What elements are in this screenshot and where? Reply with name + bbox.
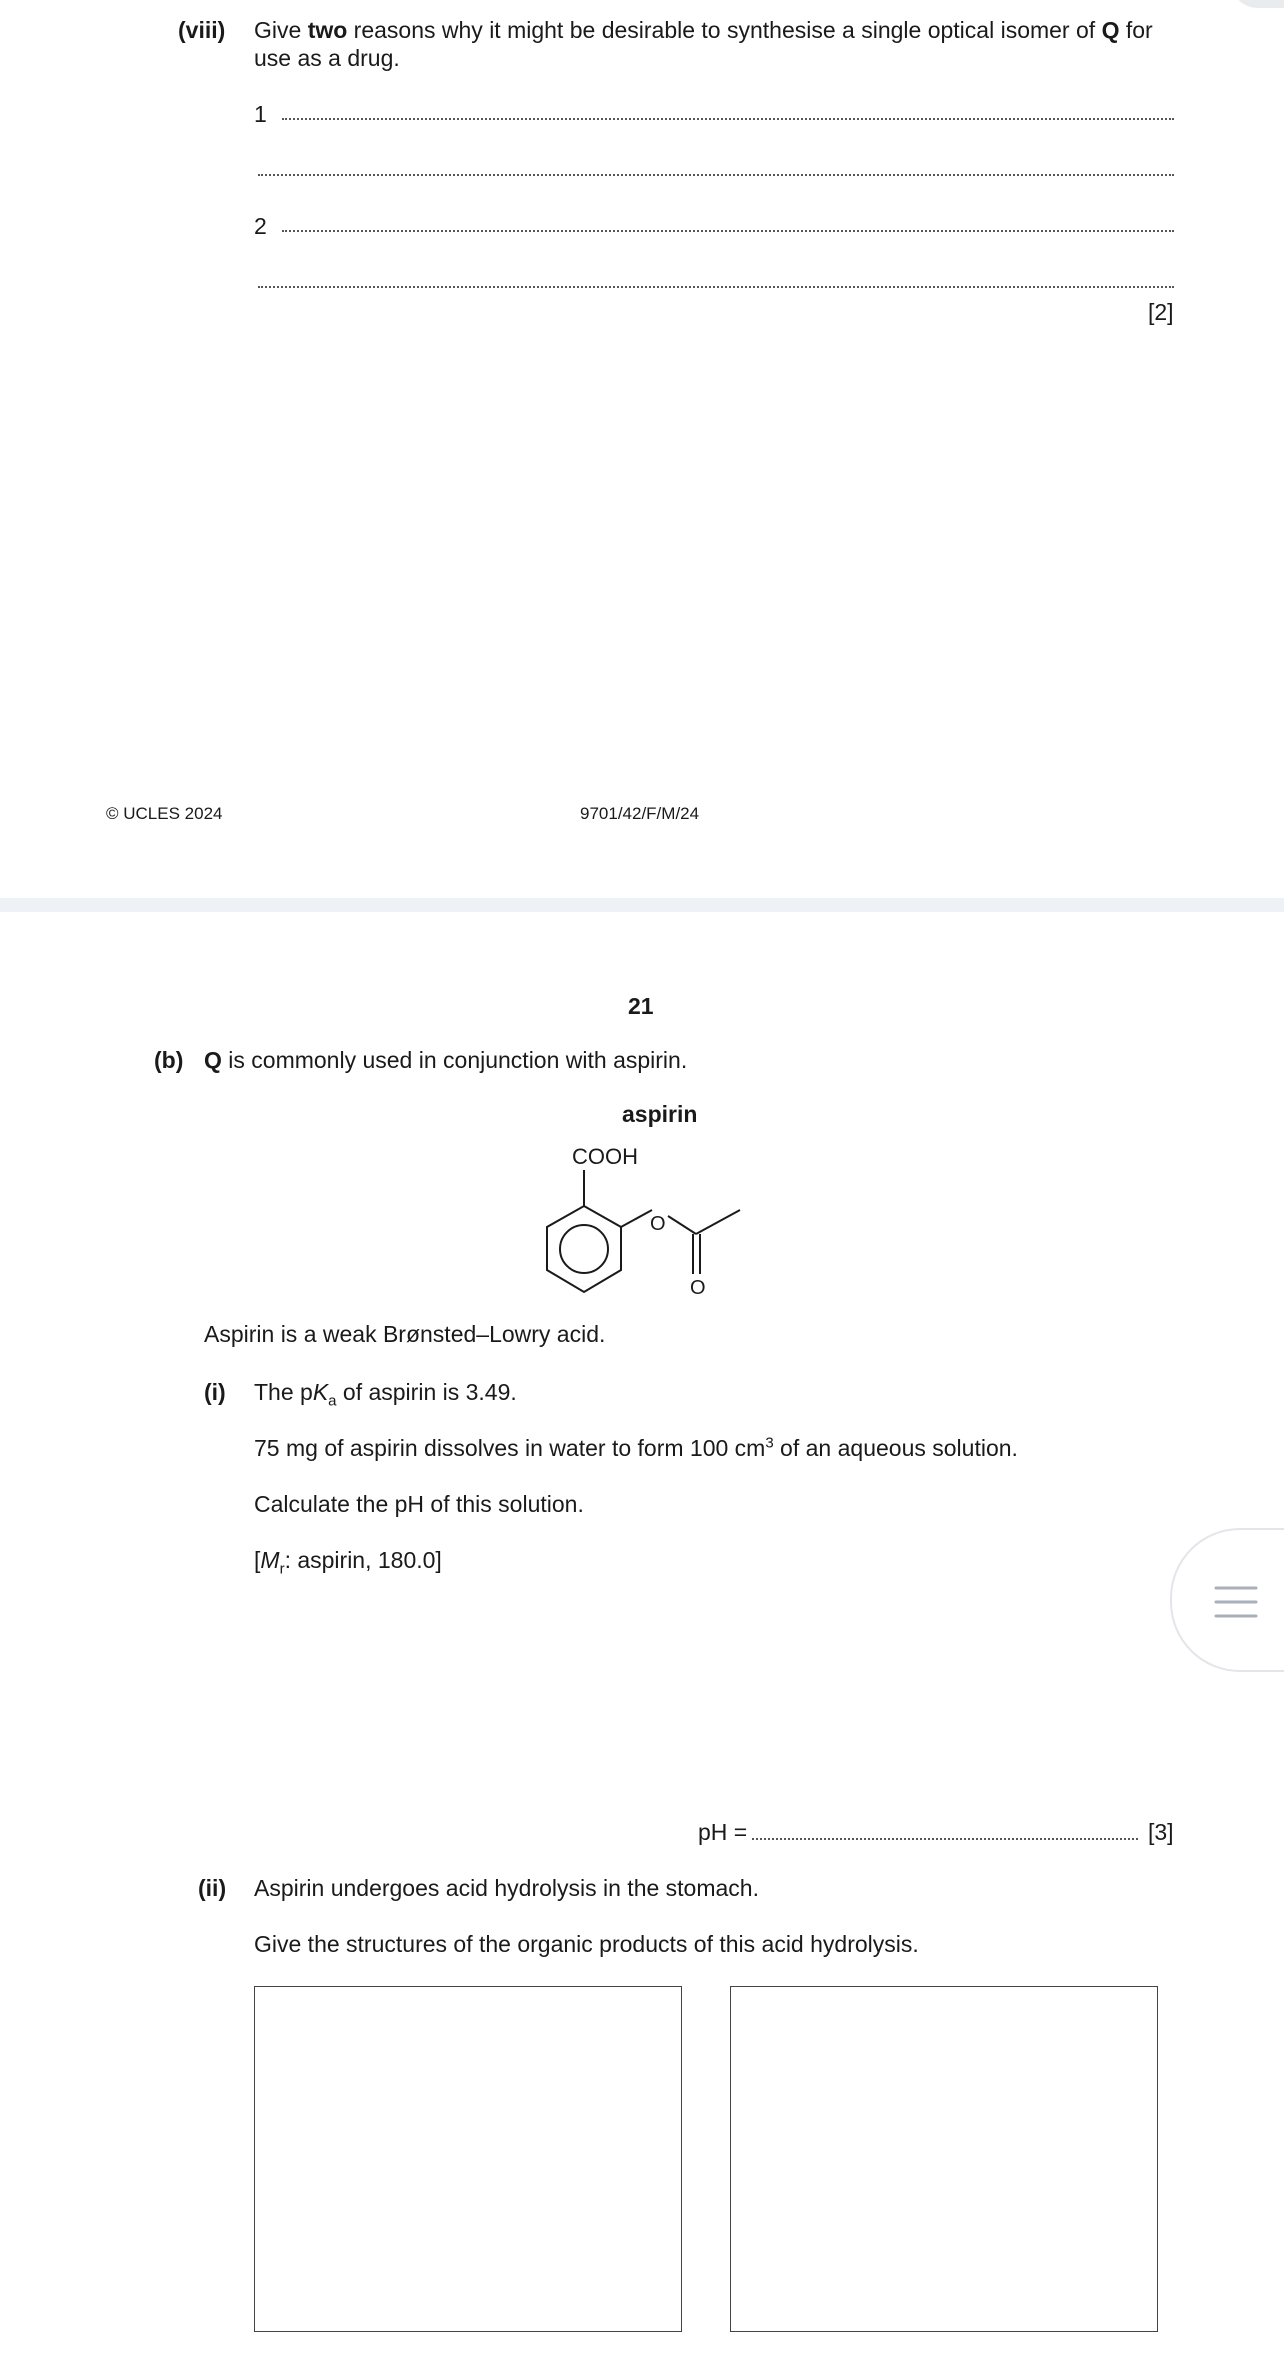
ring-oxygen-bond <box>621 1210 652 1227</box>
answer-1-line[interactable] <box>282 118 1174 120</box>
oxygen-carbon-bond <box>668 1216 696 1234</box>
ph-answer-line[interactable] <box>752 1838 1138 1840</box>
benzene-ring <box>547 1206 621 1292</box>
cooh-group-label: COOH <box>572 1144 638 1169</box>
part-ii-line2: Give the structures of the organic products of this acid hydrolysis. <box>254 1931 919 1957</box>
intro-text: Aspirin is a weak Brønsted–Lowry acid. <box>204 1321 606 1347</box>
question-viii-text: Give two reasons why it might be desirable to synthesise a single optical isomer of Q for <box>254 17 1153 43</box>
hamburger-menu-icon[interactable] <box>1212 1582 1260 1622</box>
answer-1-label: 1 <box>254 101 267 127</box>
part-i-line2: 75 mg of aspirin dissolves in water to form 100 $cm^3$ of an aqueous solution. <box>254 1434 1018 1461</box>
part-ii-line1: Aspirin undergoes acid hydrolysis in the stomach. <box>254 1875 759 1901</box>
answer-box-product-1[interactable] <box>254 1986 682 2332</box>
page-separator <box>0 898 1284 912</box>
answer-2-line-2[interactable] <box>258 286 1174 288</box>
page-number: 21 <box>628 993 654 1019</box>
part-ii-label: (ii) <box>198 1875 227 1901</box>
structure-title: aspirin <box>622 1101 698 1127</box>
part-i-line3: Calculate the pH of this solution. <box>254 1491 584 1517</box>
methyl-bond <box>696 1210 740 1234</box>
ester-oxygen-label: O <box>650 1213 666 1235</box>
aspirin-structure <box>520 1134 760 1304</box>
part-b-text: Q is commonly used in conjunction with aspirin. <box>204 1047 688 1073</box>
marks-i: [3] <box>1148 1819 1174 1845</box>
part-i-pka: The $pK_a$ of aspirin is 3.49. <box>254 1379 517 1410</box>
part-i-label: (i) <box>204 1379 226 1405</box>
part-b-label: (b) <box>154 1047 184 1073</box>
marks-viii: [2] <box>1148 299 1174 325</box>
benzene-aromatic-circle <box>560 1225 608 1273</box>
carbonyl-oxygen-label: O <box>690 1277 706 1299</box>
answer-box-product-2[interactable] <box>730 1986 1158 2332</box>
ph-answer-label: pH = <box>698 1819 748 1845</box>
answer-1-line-2[interactable] <box>258 174 1174 176</box>
footer-paper-code: 9701/42/F/M/24 <box>580 804 700 823</box>
exam-page-20 <box>0 0 1284 898</box>
question-number-viii: (viii) <box>178 17 226 43</box>
footer-copyright: © UCLES 2024 <box>106 804 223 823</box>
answer-2-label: 2 <box>254 213 267 239</box>
question-viii-text-line2: use as a drug. <box>254 45 400 71</box>
top-right-corner-tab[interactable] <box>1230 0 1284 8</box>
answer-2-line[interactable] <box>282 230 1174 232</box>
exam-page-21 <box>0 912 1284 2356</box>
part-i-mr: [$M_r$: aspirin, 180.0] <box>254 1547 442 1578</box>
